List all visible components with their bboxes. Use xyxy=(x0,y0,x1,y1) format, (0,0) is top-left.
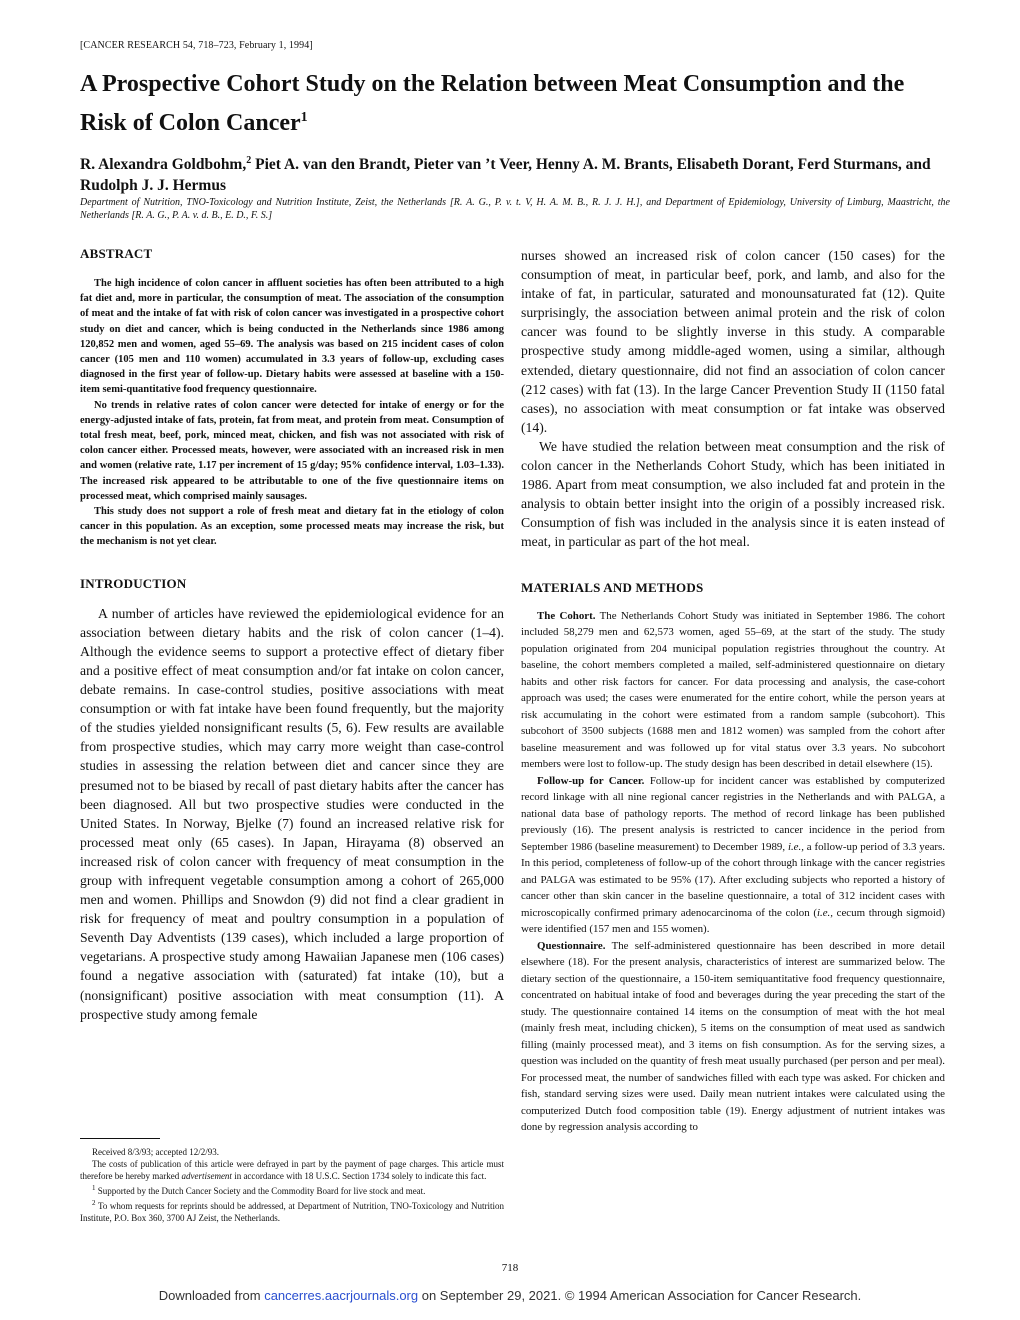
footnote-2 xyxy=(80,1197,504,1224)
abstract-paragraph-1: The high incidence of colon cancer in affluent societies has often been attributed to a high fat diet and, more in particular, the consumption of meat. The association of the consumption of meat and the intake of fat with risk of colon cancer was investigated in a prospective cohort study on diet and cancer, which is being conducted in the Netherlands since 1986 among 120,852 men and women, aged 55–69. The analysis was based on 215 incident cases of colon cancer (105 men and 110 women) accumulated in 3.3 years of follow-up, excluding cases diagnosed in the first year of follow-up. Dietary habits were assessed at baseline with a 150-item semi-quantitative food frequency questionnaire. xyxy=(80,278,504,396)
methods-heading: MATERIALS AND METHODS xyxy=(521,579,704,595)
article-title-text: A Prospective Cohort Study on the Relation between Meat Consumption and the Risk of Colon Cancer xyxy=(80,71,905,136)
left-column xyxy=(80,246,504,1024)
followup-ie-2: i.e., xyxy=(816,906,833,919)
footnote-costs xyxy=(80,1158,504,1182)
journal-site-link[interactable]: cancerres.aacrjournals.org xyxy=(264,1288,419,1303)
introduction-paragraph-1: A number of articles have reviewed the epidemiological evidence for an association between dietary habits and the risk of colon cancer (1–4). Although the evidence seems to support a protective effect of dietary fiber and a positive effect of meat consumption and/or fat intake on colon cancer, debate remains. In case-control studies, positive associations with meat consumption or with fat intake have been found frequently, but the majority of the studies yielded nonsignificant results (5, 6). Few results are available from prospective studies, which may carry more weight than case-control studies in assessing the relation between diet and cancer since they are presumed not to be biased by recall of past dietary habits after the cancer has been diagnosed. All but two prospective studies were conducted in the United States. In Norway, Bjelke (7) found an increased relative risk for processed meat only (65 cases). In Japan, Hirayama (8) observed an increased risk of colon cancer with frequency of meat consumption in the group with infrequent vegetable consumption among a cohort of 265,000 men and women. Phillips and Snowdon (9) did not find a clear gradient in risk for frequency of meat and poultry consumption in a population of Seventh Day Adventists (139 cases), which included a large proportion of vegetarians. A prospective study among Hawaiian Japanese men (106 cases) found a negative association with (saturated) fat intake (10), but a (nonsignificant) positive association with meat consumption (11). A prospective study among female xyxy=(80,605,504,1022)
abstract-paragraph-3: This study does not support a role of fresh meat and dietary fat in the etiology of colon cancer in this population. As an exception, some processed meats may increase the risk, but the mechanism is not yet clear. xyxy=(80,506,504,548)
footnote-1-text: Supported by the Dutch Cancer Society and the Commodity Board for live stock and meat. xyxy=(95,1186,426,1196)
abstract-paragraph-2: No trends in relative rates of colon cancer were detected for intake of energy or for the energy-adjusted intake of fats, protein, fat from meat, and protein from meat. Consumption of total fresh meat, beef, pork, minced meat, chicken, and fish was not associated with risk of colon cancer either. Processed meats, however, were associated with an increased risk in men and women (relative rate, 1.17 per increment of 15 g/day; 95% confidence interval, 1.03–1.33). The increased risk appeared to be attributable to one of the five questionnaire items on processed meat, which comprised mainly sausages. xyxy=(80,399,504,502)
followup-text-c: cecum through sigmoid) were identified (157 men and 155 women). xyxy=(521,906,945,935)
followup-label: Follow-up for Cancer. xyxy=(537,774,645,787)
authors-rest: Piet A. van den Brandt, Pieter van ’t Veer, Henny A. M. Brants, Elisabeth Dorant, Ferd Sturmans, and Rudolph J. J. Hermus xyxy=(80,156,931,195)
title-footnote-marker: 1 xyxy=(300,110,308,125)
introduction-heading: INTRODUCTION xyxy=(80,575,187,591)
footnote-costs-a: The costs of publication of this article were defrayed in part by the payment of page charges. This article must therefore be hereby marked xyxy=(80,1159,504,1181)
footnotes xyxy=(80,1146,504,1224)
cohort-text: The Netherlands Cohort Study was initiated in September 1986. The cohort included 58,279 men and 62,573 women, aged 55–69, at the start of the study. The study population originated from 204 municipal population registries throughout the country. At baseline, the cohort members completed a mailed, self-administered questionnaire on dietary habits and other risk factors for cancer. For data processing and analysis, the case-cohort approach was used; the cases were enumerated for the entire cohort, while the person years at risk accumulating in the cohort were estimated from a random sample (subcohort). This subcohort of 3500 subjects (1688 men and 1812 women) was sampled from the cohort after baseline measurement and was followed up for vital status over 3.3 years. No subcohort members were lost to follow-up. The study design has been described in detail elsewhere (15). xyxy=(521,609,946,770)
author-list xyxy=(80,150,950,196)
cohort-label: The Cohort. xyxy=(537,609,596,622)
introduction-paragraph-2: nurses showed an increased risk of colon cancer (150 cases) for the consumption of meat, in particular beef, pork, and lamb, and also for the intake of fat, in particular, saturated and monounsaturated fat (12). Quite surprisingly, the association between animal protein and the risk of colon cancer was found to be slightly inverse in this study. A comparable prospective study among middle-aged women, using a similar, although extended, dietary questionnaire, did not find an association of colon cancer (212 cases) with fat (13). In the large Cancer Prevention Study II (1150 fatal cases), no association with meat consumption or fat intake was observed (14). xyxy=(521,248,945,435)
cohort-paragraph xyxy=(521,608,945,773)
followup-text-a: Follow-up for incident cancer was established by computerized record linkage with all nine regional cancer registries in the Netherlands and with PALGA, a national data base of pathology reports. The method of record linkage has been published previously (16). The present analysis is restricted to cancer incidence in the period from September 1986 (baseline measurement) to December 1989, xyxy=(521,774,945,853)
download-notice xyxy=(0,1288,1020,1303)
footnote-costs-b: in accordance with 18 U.S.C. Section 1734 solely to indicate this fact. xyxy=(231,1171,487,1181)
author-footnote-marker: 2 xyxy=(246,155,252,166)
abstract-heading: ABSTRACT xyxy=(80,246,153,261)
followup-ie: i.e., xyxy=(787,840,804,853)
download-prefix: Downloaded from xyxy=(158,1288,265,1303)
authors-first: R. Alexandra Goldbohm, xyxy=(80,156,247,174)
footnote-2-text: To whom requests for reprints should be addressed, at Department of Nutrition, TNO-Toxicology and Nutrition Institute, P.O. Box 360, 3700 AJ Zeist, the Netherlands. xyxy=(80,1201,504,1223)
journal-reference: [CANCER RESEARCH 54, 718–723, February 1, 1994] xyxy=(80,40,313,51)
footnote-received: Received 8/3/93; accepted 12/2/93. xyxy=(92,1147,219,1157)
affiliations: Department of Nutrition, TNO-Toxicology and Nutrition Institute, Zeist, the Netherlands [R. A. G., P. v. t. V, H. A. M. B., R. J. J. H.], and Department of Epidemiology, University of Limburg, Maastricht, the Netherlands [R. A. G., P. A. v. d. B., E. D., F. S.] xyxy=(80,197,950,221)
footnote-divider xyxy=(80,1138,160,1139)
followup-paragraph xyxy=(521,773,945,938)
questionnaire-paragraph xyxy=(521,938,945,1136)
right-column xyxy=(521,246,945,1136)
followup-text-b: a follow-up period of 3.3 years. In this period, completeness of follow-up of the cohort through linkage with the cancer registries and PALGA was estimated to be 95% (17). After excluding subjects who reported a history of cancer other than skin cancer in the baseline questionnaire, a total of 312 incident cases with microscopically confirmed primary adenocarcinoma of the colon ( xyxy=(521,840,945,919)
questionnaire-label: Questionnaire. xyxy=(537,939,606,952)
footnote-2-marker: 2 xyxy=(92,1199,96,1207)
download-suffix: on September 29, 2021. © 1994 American Association for Cancer Research. xyxy=(418,1288,862,1303)
page-number: 718 xyxy=(501,1262,519,1274)
footnote-1 xyxy=(80,1182,504,1197)
article-title xyxy=(80,68,950,140)
questionnaire-text: The self-administered questionnaire has been described in more detail elsewhere (18). For the present analysis, characteristics of interest are summarized below. The dietary section of the questionnaire, a 150-item semiquantitative food frequency questionnaire, concentrated on habitual intake of food and beverages during the year preceding the start of the study. The questionnaire contained 14 items on the consumption of meat with the hot meal (mainly fresh meat, including chicken), 5 items on the consumption of meat used as sandwich filling (mainly processed meat), and 3 items on fish consumption. As for the serving sizes, a question was included on the quantity of fresh meat usually purchased (per person and per meal). For processed meat, the number of sandwiches filled with each type was asked. For chicken and fish, standard serving sizes were used. Daily mean nutrient intakes were calculated using the computerized Dutch food composition table (19). Energy adjustment of nutrient intakes was done by regression analysis according to xyxy=(521,939,945,1133)
footnote-costs-em: advertisement xyxy=(181,1171,232,1181)
footnote-1-marker: 1 xyxy=(92,1184,96,1192)
introduction-paragraph-3: We have studied the relation between meat consumption and the risk of colon cancer in the Netherlands Cohort Study, which has been initiated in 1986. Apart from meat consumption, we also included fat and protein in the analysis to obtain better insight into the origin of a possibly increased risk. Consumption of fish was included in the analysis since it is eaten instead of meat, in particular as part of the hot meal. xyxy=(521,438,945,550)
